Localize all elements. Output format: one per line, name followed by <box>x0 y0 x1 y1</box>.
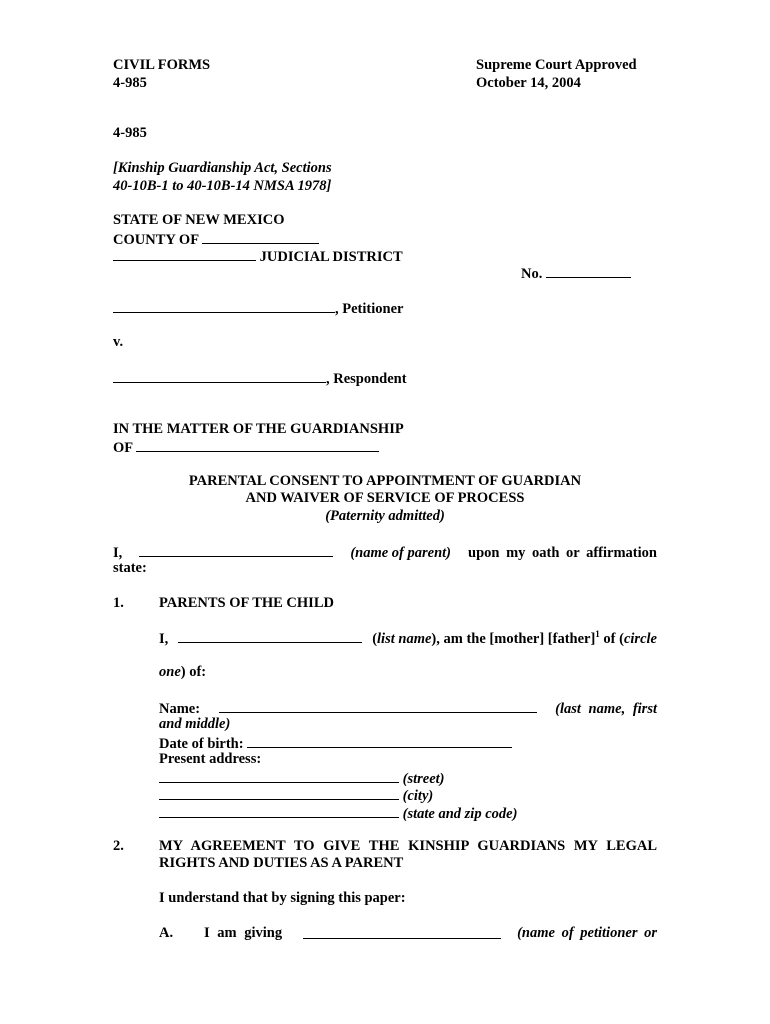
intro-prefix: I, <box>113 545 123 561</box>
form-number: 4-985 <box>113 125 147 141</box>
district-label: JUDICIAL DISTRICT <box>259 249 403 265</box>
name-line <box>159 699 657 719</box>
matter-line1: IN THE MATTER OF THE GUARDIANSHIP <box>113 421 404 437</box>
section1-sentence-end <box>159 664 206 682</box>
county-blank[interactable] <box>202 230 319 244</box>
name-blank[interactable] <box>219 699 537 713</box>
header-right-approval: Supreme Court Approved <box>476 57 637 73</box>
sentence-paren: ( <box>372 631 378 647</box>
district-blank[interactable] <box>113 247 256 261</box>
item-a-blank-wrap <box>303 925 501 945</box>
address-label: Present address: <box>159 751 262 767</box>
dob-label: Date of birth: <box>159 736 244 752</box>
name-label: Name: <box>159 701 201 717</box>
respondent-label: , Respondent <box>326 371 407 387</box>
section2-heading-line1: MY AGREEMENT TO GIVE THE KINSHIP GUARDIANS MY LEGAL <box>159 838 657 854</box>
state-zip-hint: (state and zip code) <box>402 806 518 822</box>
intro-suffix: upon my oath or affirmation <box>468 545 657 561</box>
item-a-text: I am giving <box>204 925 283 941</box>
city-line <box>159 786 433 806</box>
street-blank[interactable] <box>159 769 399 783</box>
item-a-hint: (name of petitioner or <box>517 925 657 941</box>
county-label: COUNTY OF <box>113 232 199 248</box>
list-name-blank[interactable] <box>178 629 362 643</box>
versus-label: v. <box>113 334 124 350</box>
intro-line2: state: <box>113 560 147 576</box>
document-subtitle: (Paternity admitted) <box>325 508 445 524</box>
sentence-circle: circle <box>623 631 657 647</box>
sentence-one: one <box>159 664 181 680</box>
state-zip-blank[interactable] <box>159 804 399 818</box>
section2-heading-line2: RIGHTS AND DUTIES AS A PARENT <box>159 855 404 871</box>
matter-line2 <box>113 438 379 458</box>
matter-of-label: OF <box>113 440 133 456</box>
intro-line <box>113 543 657 563</box>
sentence-end: ) of: <box>180 664 207 680</box>
district-line <box>113 247 403 267</box>
statute-reference-line1: [Kinship Guardianship Act, Sections <box>113 160 332 176</box>
statute-reference-line2: 40-10B-1 to 40-10B-14 NMSA 1978] <box>113 178 332 194</box>
footnote-marker: 1 <box>595 629 600 640</box>
city-blank[interactable] <box>159 786 399 800</box>
header-left-form-number: 4-985 <box>113 75 147 91</box>
header-right-date: October 14, 2004 <box>476 75 581 91</box>
guardianship-child-blank[interactable] <box>136 438 379 452</box>
section2-number: 2. <box>113 838 124 854</box>
sentence-of: of ( <box>599 631 624 647</box>
case-number-line <box>521 264 631 284</box>
case-number-label: No. <box>521 266 543 282</box>
name-hint-cont: and middle) <box>159 716 231 732</box>
section1-heading: PARENTS OF THE CHILD <box>159 595 334 611</box>
petitioner-line <box>113 299 403 319</box>
sentence-hint: list name <box>377 631 432 647</box>
city-hint: (city) <box>402 788 434 804</box>
respondent-blank[interactable] <box>113 369 326 383</box>
petitioner-label: , Petitioner <box>335 301 404 317</box>
state-zip-line <box>159 804 517 824</box>
document-title-line2: AND WAIVER OF SERVICE OF PROCESS <box>245 490 525 506</box>
sentence-rest <box>372 631 657 649</box>
petitioner-name-blank[interactable] <box>303 925 501 939</box>
sentence-mid: ), am the [mother] [father] <box>431 631 596 647</box>
sentence-prefix: I, <box>159 631 169 647</box>
state-name: STATE OF NEW MEXICO <box>113 212 285 228</box>
case-number-blank[interactable] <box>546 264 631 278</box>
understand-statement: I understand that by signing this paper: <box>159 890 406 906</box>
respondent-line <box>113 369 407 389</box>
petitioner-blank[interactable] <box>113 299 335 313</box>
name-hint: (last name, first <box>555 701 657 717</box>
street-hint: (street) <box>402 771 445 787</box>
section1-number: 1. <box>113 595 124 611</box>
dob-blank[interactable] <box>247 734 512 748</box>
parent-name-blank[interactable] <box>139 543 333 557</box>
item-a-letter: A. <box>159 925 174 941</box>
header-left-title: CIVIL FORMS <box>113 57 211 73</box>
document-title-line1: PARENTAL CONSENT TO APPOINTMENT OF GUARDIAN <box>188 473 582 489</box>
intro-hint: (name of parent) <box>350 545 451 561</box>
section1-sentence <box>159 629 657 649</box>
